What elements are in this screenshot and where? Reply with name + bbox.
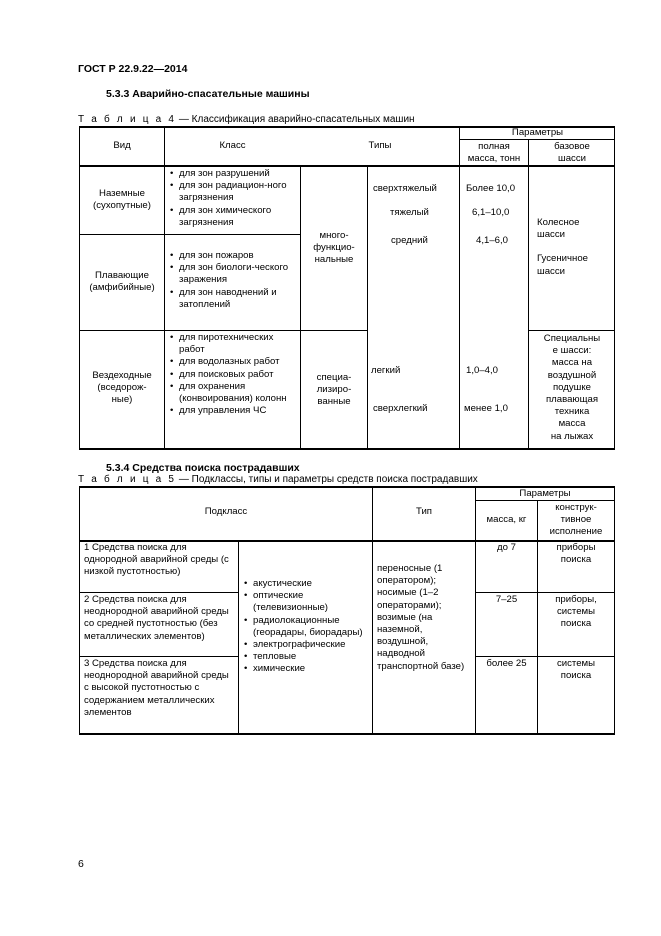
column-header-class: Класс [219, 140, 246, 151]
list-item: • для пиротехнических работ [170, 332, 298, 356]
list-item: • для охранения (конвоирования) колонн [170, 381, 298, 405]
function-multi: много- функцио- нальные [313, 230, 355, 266]
list-item: • для зон химического загрязнения [170, 205, 298, 229]
weight-label: сверхлегкий [373, 403, 428, 414]
design-value: приборы поиска [556, 542, 596, 566]
mass-value: 1,0–4,0 [466, 365, 499, 376]
list-item: • тепловые [244, 651, 370, 663]
column-header-params: Параметры [519, 488, 571, 499]
weight-label: легкий [371, 365, 401, 376]
design-value: приборы, системы поиска [555, 594, 597, 630]
vid-ground: Наземные (сухопутные) [93, 188, 151, 212]
column-header-chassis: базовое шасси [554, 141, 590, 165]
list-item: • химические [244, 663, 370, 675]
column-header-mass: полная масса, тонн [467, 141, 521, 165]
table-caption: Т а б л и ц а 4 — Классификация аварийно-спасательных машин [78, 114, 415, 125]
list-item: • для зон биологи-ческого заражения [170, 262, 298, 286]
list-item: • акустические [244, 578, 370, 590]
weight-label: средний [391, 235, 428, 246]
list-item: • для зон радиацион-ного загрязнения [170, 180, 298, 204]
table-row-subclass: 3 Средства поиска для неоднородной аварийной среды с высокой пустотностью с содержанием металлических элементов [84, 658, 229, 718]
list-item: • оптические (телевизионные) [244, 590, 370, 614]
table-caption: Т а б л и ц а 5 — Подклассы, типы и параметры средств поиска пострадавших [78, 474, 478, 485]
column-header-types: Типы [368, 140, 392, 151]
mass-value: 4,1–6,0 [476, 235, 509, 246]
list-item: • для управления ЧС [170, 405, 298, 417]
column-header-subclass: Подкласс [204, 506, 248, 517]
mass-value: 7–25 [495, 594, 518, 605]
section-title: 5.3.3 Аварийно-спасательные машины [106, 88, 310, 100]
column-header-mass: масса, кг [486, 514, 527, 525]
mass-value: менее 1,0 [464, 403, 508, 414]
chassis-special: Специальны е шасси: масса на воздушной подушке плавающая техника масса на лыжах [543, 333, 601, 442]
weight-label: сверхтяжелый [373, 183, 437, 194]
mass-value: более 25 [486, 658, 527, 669]
list-item: • радиолокационные (георадары, биорадары) [244, 615, 370, 639]
table-row-subclass: 1 Средства поиска для однородной аварийной среды (с низкой пустотностью) [84, 542, 229, 578]
mass-value: 6,1–10,0 [472, 207, 510, 218]
list-item: • для поисковых работ [170, 369, 298, 381]
column-header-params: Параметры [511, 127, 564, 138]
page-number: 6 [78, 858, 84, 870]
vid-allterrain: Вездеходные (вседорож- ные) [92, 370, 152, 406]
mass-value: Более 10,0 [466, 183, 516, 194]
column-header-type: Тип [416, 506, 432, 517]
list-item: • для водолазных работ [170, 356, 298, 368]
mass-value: до 7 [497, 542, 516, 553]
detection-methods-list [244, 578, 370, 676]
vid-floating: Плавающие (амфибийные) [89, 270, 155, 294]
column-header-design: конструк- тивное исполнение [549, 502, 603, 538]
list-item: • для зон пожаров [170, 250, 298, 262]
list-item: • для зон наводнений и затоплений [170, 287, 298, 311]
chassis-types: Колесное шасси Гусеничное шасси [537, 217, 588, 277]
design-value: системы поиска [556, 658, 596, 682]
document-header: ГОСТ Р 22.9.22—2014 [78, 63, 188, 75]
column-header-vid: Вид [113, 140, 131, 151]
section-title: 5.3.4 Средства поиска пострадавших [106, 462, 300, 474]
device-type-text: переносные (1 оператором); носимые (1–2 операторами); возимые (на наземной, воздушной, надводной транспортной базе) [377, 563, 465, 672]
weight-label: тяжелый [390, 207, 429, 218]
list-item: • электрографические [244, 639, 370, 651]
list-item: • для зон разрушений [170, 168, 298, 180]
table-row-subclass: 2 Средства поиска для неоднородной аварийной среды со средней пустотностью (без металлических элементов) [84, 594, 229, 642]
function-special: специа- лизиро- ванные [316, 372, 352, 408]
